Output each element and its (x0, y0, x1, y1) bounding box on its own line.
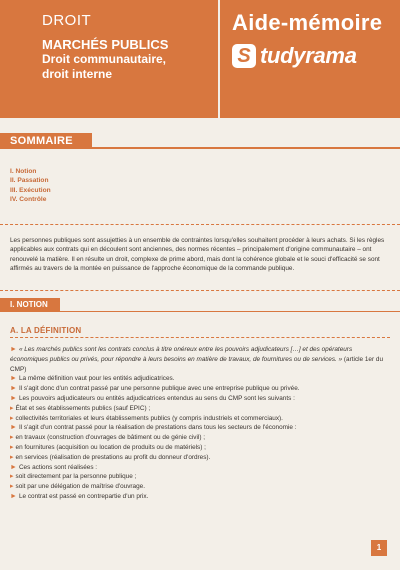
list-item: ▸ soit directement par la personne publique ; (10, 473, 137, 481)
list-item: ▸ collectivités territoriales et leurs établissements publics (y compris industriels et commerciaux). (10, 414, 283, 422)
section-label: DROIT (42, 12, 92, 29)
arrow-icon: ► (10, 492, 17, 500)
list-item: ► Ces actions sont réalisées : (10, 463, 98, 471)
list-item: ▸ soit par une délégation de maîtrise d'ouvrage. (10, 483, 145, 491)
section-title: I. NOTION (0, 298, 60, 311)
summary-item: III. Exécution (10, 186, 51, 194)
brand-initial: S (232, 44, 256, 68)
header-banner (0, 0, 400, 118)
intro-paragraph: Les personnes publiques sont assujetties à un ensemble de contraintes lorsqu'elles souhaitent procéder à leurs achats. Si les règles applicables aux contrats qui en découlent sont anciennes, des normes récentes – principalement d'origine communautaire – ont renouvelé la matière. Il en résulte un droit, complexe de prime abord, mais dont la cohérence globale et le souci d'efficacité se sont affirmés au travers de la montée en puissance de l'approche économique de la commande publique. (10, 237, 385, 272)
separator (0, 290, 400, 291)
summary-item: II. Passation (10, 177, 49, 185)
definition-body (10, 345, 390, 502)
arrow-icon: ► (10, 424, 17, 432)
list-item: ► Le contrat est passé en contrepartie d'un prix. (10, 492, 149, 500)
brand-name: tudyrama (260, 43, 357, 68)
quote-reference: (article 1er du CMP) (10, 355, 384, 373)
header-right (232, 10, 392, 69)
separator (0, 224, 400, 225)
arrow-icon: ► (10, 346, 17, 353)
bullet-icon: ▸ (10, 404, 14, 412)
collection-title: Aide-mémoire (232, 10, 383, 35)
list-item: ▸ État et ses établissements publics (sauf EPIC) ; (10, 404, 151, 412)
arrow-icon: ► (10, 375, 17, 383)
subtitle-line-1: Droit communautaire, (42, 52, 167, 66)
quote-paragraph (10, 345, 390, 374)
list-item: ▸ en fournitures (acquisition ou location de produits ou de matériels) ; (10, 443, 206, 451)
bullet-icon: ▸ (10, 443, 14, 451)
bullet-icon: ▸ (10, 473, 14, 481)
summary-title: SOMMAIRE (0, 133, 92, 149)
subsection-title: A. LA DÉFINITION (10, 326, 82, 335)
arrow-icon: ► (10, 463, 17, 471)
subject-title: MARCHÉS PUBLICS (42, 37, 169, 52)
list-item: ► Il s'agit donc d'un contrat passé par une personne publique avec une entreprise publique ou privée. (10, 385, 300, 393)
header-left (42, 12, 212, 82)
section-rule (0, 311, 400, 312)
bullet-icon: ▸ (10, 453, 14, 461)
list-item: ► Les pouvoirs adjudicateurs ou entités adjudicatrices entendus au sens du CMP sont les suivants : (10, 394, 295, 402)
bullet-icon: ▸ (10, 434, 14, 442)
header-divider (218, 0, 220, 118)
subtitle-line-2: droit interne (42, 67, 113, 81)
list-item: ► La même définition vaut pour les entités adjudicatrices. (10, 375, 175, 383)
arrow-icon: ► (10, 385, 17, 393)
definition-quote: « Les marchés publics sont les contrats conclus à titre onéreux entre les pouvoirs adjudicateurs […] et des opérateurs économiques publics ou privés, pour répondre à leurs besoins en matière de travaux, de fournitures ou de services. » (10, 346, 353, 363)
page-number: 1 (371, 540, 387, 556)
subsection-rule (10, 337, 390, 338)
list-item: ▸ en services (réalisation de prestations au profit du donneur d'ordres). (10, 453, 211, 461)
summary-item: I. Notion (10, 168, 37, 175)
list-item: ► Il s'agit d'un contrat passé pour la réalisation de prestations dans tous les secteurs de l'économie : (10, 424, 297, 432)
list-item: ▸ en travaux (construction d'ouvrages de bâtiment ou de génie civil) ; (10, 434, 206, 442)
arrow-icon: ► (10, 394, 17, 402)
bullet-icon: ▸ (10, 483, 14, 491)
summary-list (10, 167, 51, 204)
brand-logo (232, 43, 392, 69)
bullet-icon: ▸ (10, 414, 14, 422)
summary-item: IV. Contrôle (10, 195, 47, 203)
